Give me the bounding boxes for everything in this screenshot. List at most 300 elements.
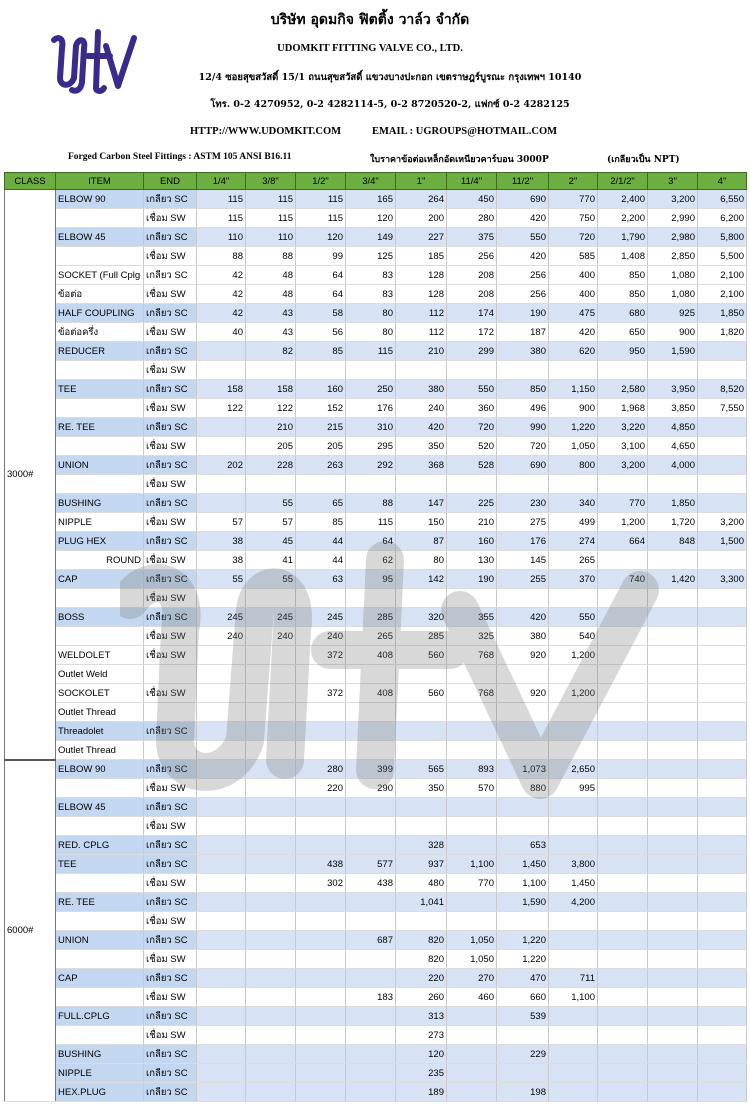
price-cell: 240 bbox=[197, 627, 246, 646]
price-cell: 1,073 bbox=[497, 760, 549, 779]
item-cell bbox=[56, 475, 144, 494]
price-cell: 800 bbox=[549, 456, 598, 475]
price-cell: 80 bbox=[346, 304, 396, 323]
price-cell: 399 bbox=[346, 760, 396, 779]
price-cell bbox=[296, 1026, 346, 1045]
price-cell bbox=[296, 817, 346, 836]
price-cell bbox=[497, 722, 549, 741]
price-cell: 313 bbox=[396, 1007, 447, 1026]
price-cell: 208 bbox=[447, 266, 497, 285]
item-cell bbox=[56, 627, 144, 646]
price-cell: 208 bbox=[447, 285, 497, 304]
price-cell: 1,150 bbox=[549, 380, 598, 399]
price-cell: 1,590 bbox=[648, 342, 698, 361]
table-row bbox=[5, 646, 747, 665]
price-cell bbox=[447, 1045, 497, 1064]
end-type-cell: เกลียว SC bbox=[144, 855, 197, 874]
price-cell bbox=[346, 361, 396, 380]
price-cell: 250 bbox=[346, 380, 396, 399]
price-cell: 850 bbox=[497, 380, 549, 399]
price-cell bbox=[598, 551, 648, 570]
price-cell: 2,200 bbox=[598, 209, 648, 228]
price-cell bbox=[598, 722, 648, 741]
price-cell: 368 bbox=[396, 456, 447, 475]
price-cell: 550 bbox=[497, 228, 549, 247]
table-row bbox=[5, 456, 747, 475]
price-cell: 750 bbox=[549, 209, 598, 228]
end-type-cell: เชื่อม SW bbox=[144, 209, 197, 228]
price-cell: 680 bbox=[598, 304, 648, 323]
price-cell bbox=[648, 893, 698, 912]
end-type-cell: เชื่อม SW bbox=[144, 627, 197, 646]
price-cell bbox=[549, 912, 598, 931]
price-cell bbox=[648, 665, 698, 684]
price-cell: 38 bbox=[197, 551, 246, 570]
price-cell: 539 bbox=[497, 1007, 549, 1026]
price-cell: 328 bbox=[396, 836, 447, 855]
table-row bbox=[5, 798, 747, 817]
table-row bbox=[5, 722, 747, 741]
price-cell bbox=[698, 741, 747, 760]
price-cell: 690 bbox=[497, 190, 549, 209]
price-cell: 255 bbox=[497, 570, 549, 589]
price-cell bbox=[346, 969, 396, 988]
item-cell: HALF COUPLING bbox=[56, 304, 144, 323]
table-row bbox=[5, 475, 747, 494]
price-cell bbox=[296, 798, 346, 817]
price-cell: 176 bbox=[497, 532, 549, 551]
price-cell: 110 bbox=[197, 228, 246, 247]
price-cell bbox=[197, 1064, 246, 1083]
price-cell bbox=[346, 1083, 396, 1102]
price-cell: 1,200 bbox=[549, 684, 598, 703]
price-cell: 1,590 bbox=[497, 893, 549, 912]
price-cell bbox=[447, 1064, 497, 1083]
price-cell bbox=[598, 646, 648, 665]
price-cell: 900 bbox=[549, 399, 598, 418]
table-row bbox=[5, 589, 747, 608]
price-cell: 115 bbox=[246, 190, 296, 209]
end-type-cell: เกลียว SC bbox=[144, 969, 197, 988]
price-cell bbox=[698, 665, 747, 684]
item-cell: CAP bbox=[56, 570, 144, 589]
price-cell bbox=[598, 361, 648, 380]
price-cell bbox=[346, 798, 396, 817]
price-cell: 55 bbox=[197, 570, 246, 589]
price-cell bbox=[396, 361, 447, 380]
table-row bbox=[5, 494, 747, 513]
price-cell bbox=[598, 760, 648, 779]
price-cell: 3,220 bbox=[598, 418, 648, 437]
price-cell: 230 bbox=[497, 494, 549, 513]
price-cell bbox=[549, 1083, 598, 1102]
price-cell: 115 bbox=[296, 190, 346, 209]
price-cell bbox=[396, 722, 447, 741]
price-cell bbox=[598, 893, 648, 912]
table-row bbox=[5, 551, 747, 570]
end-type-cell: เกลียว SC bbox=[144, 893, 197, 912]
end-type-cell: เชื่อม SW bbox=[144, 988, 197, 1007]
price-cell: 420 bbox=[549, 323, 598, 342]
price-cell: 185 bbox=[396, 247, 447, 266]
table-row bbox=[5, 570, 747, 589]
table-row bbox=[5, 247, 747, 266]
price-cell: 245 bbox=[197, 608, 246, 627]
price-cell: 128 bbox=[396, 285, 447, 304]
price-cell bbox=[648, 589, 698, 608]
price-cell bbox=[598, 627, 648, 646]
end-type-cell: เชื่อม SW bbox=[144, 361, 197, 380]
price-cell: 160 bbox=[447, 532, 497, 551]
item-cell bbox=[56, 779, 144, 798]
price-cell: 149 bbox=[346, 228, 396, 247]
end-type-cell: เกลียว SC bbox=[144, 342, 197, 361]
table-body bbox=[5, 190, 747, 1102]
price-cell bbox=[197, 931, 246, 950]
end-type-cell: เชื่อม SW bbox=[144, 684, 197, 703]
price-cell: 8,520 bbox=[698, 380, 747, 399]
price-cell bbox=[296, 950, 346, 969]
table-row bbox=[5, 950, 747, 969]
end-type-cell bbox=[144, 741, 197, 760]
price-cell bbox=[197, 1083, 246, 1102]
price-cell: 950 bbox=[598, 342, 648, 361]
email-link[interactable]: EMAIL : UGROUPS@HOTMAIL.COM bbox=[372, 126, 558, 137]
price-cell bbox=[447, 1083, 497, 1102]
price-cell: 285 bbox=[346, 608, 396, 627]
price-cell bbox=[698, 1007, 747, 1026]
item-cell: BUSHING bbox=[56, 1045, 144, 1064]
price-cell bbox=[346, 475, 396, 494]
price-cell bbox=[447, 798, 497, 817]
price-cell: 202 bbox=[197, 456, 246, 475]
price-cell bbox=[396, 665, 447, 684]
price-cell: 1,790 bbox=[598, 228, 648, 247]
price-cell bbox=[497, 703, 549, 722]
table-row bbox=[5, 912, 747, 931]
price-cell bbox=[648, 1045, 698, 1064]
price-cell bbox=[246, 855, 296, 874]
price-cell: 190 bbox=[447, 570, 497, 589]
price-cell bbox=[698, 798, 747, 817]
price-cell bbox=[698, 456, 747, 475]
item-cell: Outlet Thread bbox=[56, 741, 144, 760]
price-cell bbox=[698, 760, 747, 779]
end-type-cell: เชื่อม SW bbox=[144, 817, 197, 836]
price-cell: 650 bbox=[598, 323, 648, 342]
website-link[interactable]: HTTP://WWW.UDOMKIT.COM bbox=[190, 126, 342, 137]
price-cell bbox=[648, 627, 698, 646]
price-cell bbox=[346, 741, 396, 760]
price-cell bbox=[598, 1064, 648, 1083]
price-cell: 235 bbox=[396, 1064, 447, 1083]
end-type-cell: เกลียว SC bbox=[144, 798, 197, 817]
price-cell: 1,200 bbox=[598, 513, 648, 532]
price-cell: 55 bbox=[246, 494, 296, 513]
pressure-class-cell: 6000# bbox=[5, 760, 56, 1102]
price-cell bbox=[497, 817, 549, 836]
price-cell bbox=[598, 741, 648, 760]
price-cell: 42 bbox=[197, 285, 246, 304]
price-cell: 400 bbox=[549, 266, 598, 285]
price-cell bbox=[648, 1064, 698, 1083]
price-cell: 1,100 bbox=[549, 988, 598, 1007]
price-cell bbox=[598, 1026, 648, 1045]
price-cell bbox=[447, 1007, 497, 1026]
thread-note: (เกลียวเป็น NPT) bbox=[607, 155, 680, 165]
price-cell bbox=[396, 703, 447, 722]
end-type-cell: เชื่อม SW bbox=[144, 646, 197, 665]
price-cell: 1,100 bbox=[497, 874, 549, 893]
price-cell: 130 bbox=[447, 551, 497, 570]
price-cell: 720 bbox=[549, 228, 598, 247]
price-cell: 560 bbox=[396, 646, 447, 665]
price-cell bbox=[197, 684, 246, 703]
price-cell: 4,650 bbox=[648, 437, 698, 456]
price-cell bbox=[698, 836, 747, 855]
price-cell: 220 bbox=[396, 969, 447, 988]
item-cell bbox=[56, 1026, 144, 1045]
price-cell bbox=[648, 361, 698, 380]
price-cell: 1,050 bbox=[447, 931, 497, 950]
item-cell: ข้อต่อครึ่ง bbox=[56, 323, 144, 342]
item-cell: NIPPLE bbox=[56, 513, 144, 532]
item-cell: RE. TEE bbox=[56, 893, 144, 912]
price-cell bbox=[447, 817, 497, 836]
price-cell bbox=[598, 988, 648, 1007]
column-header: 11/2" bbox=[497, 173, 549, 190]
price-cell: 240 bbox=[396, 399, 447, 418]
price-cell: 158 bbox=[197, 380, 246, 399]
price-cell: 1,220 bbox=[549, 418, 598, 437]
price-cell bbox=[296, 988, 346, 1007]
price-cell: 64 bbox=[346, 532, 396, 551]
end-type-cell: เชื่อม SW bbox=[144, 285, 197, 304]
price-cell bbox=[698, 855, 747, 874]
price-cell: 115 bbox=[246, 209, 296, 228]
price-cell bbox=[197, 1007, 246, 1026]
end-type-cell: เชื่อม SW bbox=[144, 589, 197, 608]
price-cell bbox=[648, 475, 698, 494]
price-cell: 43 bbox=[246, 323, 296, 342]
price-cell bbox=[197, 722, 246, 741]
price-cell: 145 bbox=[497, 551, 549, 570]
item-cell bbox=[56, 209, 144, 228]
item-cell: FULL.CPLG bbox=[56, 1007, 144, 1026]
price-cell bbox=[598, 1045, 648, 1064]
price-cell: 380 bbox=[396, 380, 447, 399]
end-type-cell: เกลียว SC bbox=[144, 190, 197, 209]
price-cell: 41 bbox=[246, 551, 296, 570]
price-cell bbox=[197, 361, 246, 380]
price-cell bbox=[197, 741, 246, 760]
price-cell: 1,450 bbox=[497, 855, 549, 874]
price-cell bbox=[246, 1026, 296, 1045]
table-row bbox=[5, 741, 747, 760]
price-cell: 5,800 bbox=[698, 228, 747, 247]
price-cell: 112 bbox=[396, 323, 447, 342]
price-cell: 768 bbox=[447, 646, 497, 665]
company-address: 12/4 ซอยสุขสวัสดิ์ 15/1 ถนนสุขสวัสดิ์ แขวงบางปะกอก เขตราษฎร์บูรณะ กรุงเทพฯ 10140 bbox=[198, 72, 582, 83]
price-cell bbox=[246, 589, 296, 608]
price-cell: 183 bbox=[346, 988, 396, 1007]
price-cell: 43 bbox=[246, 304, 296, 323]
price-cell: 1,200 bbox=[549, 646, 598, 665]
price-cell bbox=[648, 646, 698, 665]
price-cell: 3,800 bbox=[549, 855, 598, 874]
price-cell bbox=[648, 874, 698, 893]
price-cell bbox=[197, 418, 246, 437]
price-cell: 88 bbox=[246, 247, 296, 266]
price-cell bbox=[197, 703, 246, 722]
table-row bbox=[5, 323, 747, 342]
price-cell: 4,000 bbox=[648, 456, 698, 475]
price-cell bbox=[648, 798, 698, 817]
end-type-cell bbox=[144, 703, 197, 722]
table-row bbox=[5, 665, 747, 684]
price-cell bbox=[197, 969, 246, 988]
price-cell bbox=[346, 817, 396, 836]
price-cell: 1,850 bbox=[648, 494, 698, 513]
price-cell bbox=[197, 342, 246, 361]
price-cell bbox=[648, 931, 698, 950]
price-cell: 115 bbox=[197, 209, 246, 228]
column-header: ITEM bbox=[56, 173, 144, 190]
price-cell: 1,080 bbox=[648, 285, 698, 304]
end-type-cell: เกลียว SC bbox=[144, 1045, 197, 1064]
price-cell bbox=[447, 475, 497, 494]
price-cell: 210 bbox=[396, 342, 447, 361]
item-cell bbox=[56, 874, 144, 893]
table-row bbox=[5, 1045, 747, 1064]
price-cell bbox=[197, 874, 246, 893]
price-cell bbox=[246, 798, 296, 817]
item-cell bbox=[56, 817, 144, 836]
item-cell: SOCKOLET bbox=[56, 684, 144, 703]
table-row bbox=[5, 931, 747, 950]
column-header: 2" bbox=[549, 173, 598, 190]
price-cell: 1,050 bbox=[447, 950, 497, 969]
item-cell: RED. CPLG bbox=[56, 836, 144, 855]
price-cell: 990 bbox=[497, 418, 549, 437]
item-cell bbox=[56, 912, 144, 931]
price-cell bbox=[648, 779, 698, 798]
price-cell: 115 bbox=[346, 342, 396, 361]
price-cell: 375 bbox=[447, 228, 497, 247]
table-row bbox=[5, 266, 747, 285]
end-type-cell: เกลียว SC bbox=[144, 1083, 197, 1102]
price-cell bbox=[246, 969, 296, 988]
price-cell: 2,100 bbox=[698, 266, 747, 285]
price-cell bbox=[598, 684, 648, 703]
table-row bbox=[5, 190, 747, 209]
price-cell: 80 bbox=[346, 323, 396, 342]
table-row bbox=[5, 513, 747, 532]
item-cell: SOCKET (Full Cplg bbox=[56, 266, 144, 285]
price-cell bbox=[296, 836, 346, 855]
price-cell bbox=[598, 779, 648, 798]
price-cell: 299 bbox=[447, 342, 497, 361]
item-cell bbox=[56, 988, 144, 1007]
price-cell bbox=[197, 475, 246, 494]
price-cell: 687 bbox=[346, 931, 396, 950]
price-cell: 420 bbox=[396, 418, 447, 437]
price-cell bbox=[246, 760, 296, 779]
price-cell: 245 bbox=[246, 608, 296, 627]
price-cell bbox=[497, 798, 549, 817]
price-cell: 280 bbox=[447, 209, 497, 228]
price-cell: 1,220 bbox=[497, 950, 549, 969]
item-cell: ELBOW 45 bbox=[56, 798, 144, 817]
price-cell bbox=[698, 1064, 747, 1083]
price-cell: 128 bbox=[396, 266, 447, 285]
price-cell bbox=[648, 950, 698, 969]
price-cell bbox=[497, 1064, 549, 1083]
price-cell bbox=[648, 988, 698, 1007]
price-cell bbox=[698, 931, 747, 950]
column-header: 1" bbox=[396, 173, 447, 190]
price-cell bbox=[296, 1045, 346, 1064]
price-cell bbox=[598, 855, 648, 874]
price-cell: 187 bbox=[497, 323, 549, 342]
table-row bbox=[5, 703, 747, 722]
price-cell: 57 bbox=[246, 513, 296, 532]
price-cell: 260 bbox=[396, 988, 447, 1007]
pressure-class-cell: 3000# bbox=[5, 190, 56, 760]
price-cell bbox=[246, 950, 296, 969]
price-cell: 550 bbox=[549, 608, 598, 627]
price-cell: 270 bbox=[447, 969, 497, 988]
price-cell: 540 bbox=[549, 627, 598, 646]
company-name-english: UDOMKIT FITTING VALVE CO., LTD. bbox=[277, 43, 463, 54]
price-cell bbox=[598, 950, 648, 969]
price-cell bbox=[549, 722, 598, 741]
item-cell bbox=[56, 589, 144, 608]
price-cell bbox=[396, 817, 447, 836]
price-cell bbox=[698, 418, 747, 437]
price-cell bbox=[246, 988, 296, 1007]
price-cell: 83 bbox=[346, 285, 396, 304]
price-cell: 225 bbox=[447, 494, 497, 513]
price-cell: 420 bbox=[497, 608, 549, 627]
price-cell bbox=[648, 1007, 698, 1026]
price-cell: 120 bbox=[346, 209, 396, 228]
end-type-cell: เกลียว SC bbox=[144, 608, 197, 627]
price-cell: 228 bbox=[246, 456, 296, 475]
price-cell bbox=[246, 361, 296, 380]
price-cell: 200 bbox=[396, 209, 447, 228]
price-cell bbox=[648, 836, 698, 855]
price-cell bbox=[447, 836, 497, 855]
price-cell: 256 bbox=[497, 266, 549, 285]
price-cell bbox=[296, 893, 346, 912]
price-cell bbox=[246, 1045, 296, 1064]
price-cell: 528 bbox=[447, 456, 497, 475]
table-row bbox=[5, 760, 747, 779]
price-cell: 280 bbox=[296, 760, 346, 779]
price-cell bbox=[648, 551, 698, 570]
end-type-cell: เกลียว SC bbox=[144, 266, 197, 285]
item-cell bbox=[56, 399, 144, 418]
table-row bbox=[5, 361, 747, 380]
price-cell: 210 bbox=[246, 418, 296, 437]
price-cell bbox=[698, 1026, 747, 1045]
price-cell: 1,220 bbox=[497, 931, 549, 950]
item-cell: Outlet Weld bbox=[56, 665, 144, 684]
price-cell: 1,968 bbox=[598, 399, 648, 418]
price-cell bbox=[396, 912, 447, 931]
price-cell: 245 bbox=[296, 608, 346, 627]
